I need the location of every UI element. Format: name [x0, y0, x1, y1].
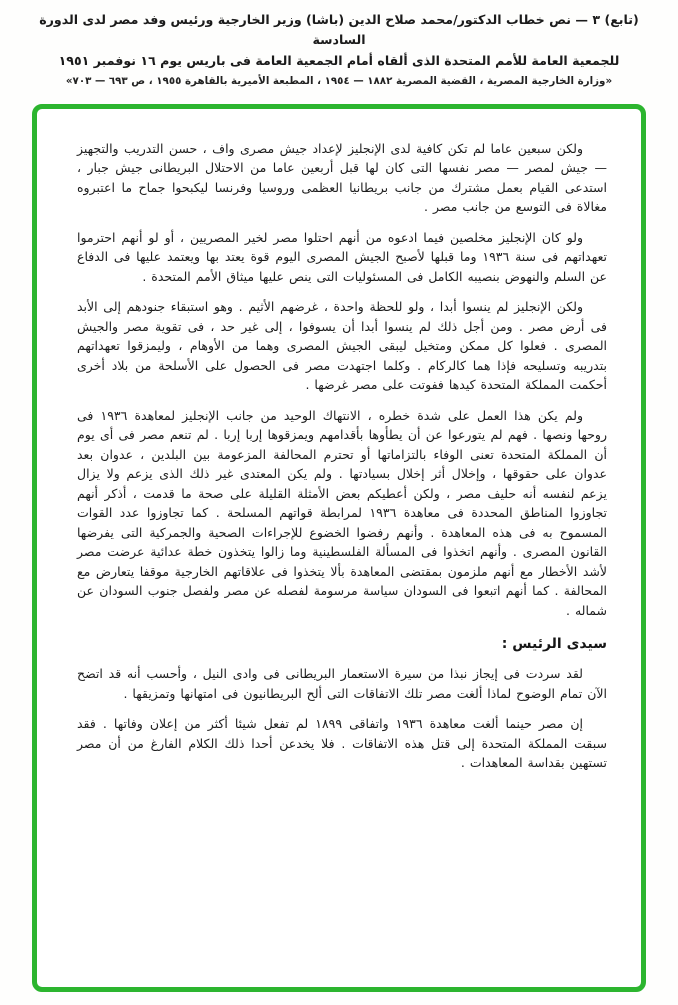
paragraph: ولكن سبعين عاما لم تكن كافية لدى الإنجليز لإعداد جيش مصرى واف ، حسن التدريب والتجهيز — جيش لمصر — مصر نفسها التى كان لها قبل أربعين عاما من الاحتلال البريطانى جيش جبار ، استدعى القيام بعمل مشترك من جانب بريطانيا العظمى وروسيا وفرنسا ليكبحوا جماح ما اعتبروه مغالاة فى التوسع من جانب مصر .	[77, 140, 607, 215]
paragraph: ولم يكن هذا العمل على شدة خطره ، الانتهاك الوحيد من جانب الإنجليز لمعاهدة ١٩٣٦ فى روحها ونصها . فهم لم يتورعوا عن أن يطأوها بأقدامهم ويمزقوها إربا إربا . لم تنعم مصر فى أى يوم أن المملكة المتحدة تعنى الوفاء بالتزاماتها أو تحترم المحالفة المزعومة بين البلدين ، عدوان بعد عدوان على حقوقها ، وإخلال أثر إخلال بسيادتها . ولم يكن المعتدى غير ذلك الذى يزعم ولا يزال يزعم لنفسه أنه حليف مصر ، ولكن أعطيكم بعض الأمثلة القليلة على صحة ما قدمت ، أذكر أنهم تجاوزوا المناطق المحددة فى معاهدة ١٩٣٦ لمرابطة قواتهم المسلحة . كما تجاوزوا عدد القوات المسموح به فى هذه المعاهدة . وأنهم رفضوا الخضوع للإجراءات الصحية والجمركية التى يفرضها القانون المصرى . وأنهم اتخذوا فى المسألة الفلسطينية وما زالوا يتخذون خطة عدائية عرضت مصر لأشد الأخطار مع أنهم ملزمون بمقتضى المعاهدة بألا يتخذوا فى علاقاتهم الخارجية موقفا يتعارض مع المحالفة . كما أنهم اتبعوا فى السودان سياسة مرسومة لفصله عن مصر ولفصل جنوب السودان عن شماله .	[77, 407, 607, 618]
subheading-mr-president: سيدى الرئيس :	[501, 636, 607, 653]
paragraph: لقد سردت فى إيجاز نبذا من سيرة الاستعمار البريطانى فى وادى النيل ، وأحسب أنه قد اتضح الآن تمام الوضوح لماذا ألغت مصر تلك الاتفاقات التى ألح البريطانيون فى امتهانها وتمزيقها .	[77, 666, 607, 701]
paragraph: إن مصر حينما ألغت معاهدة ١٩٣٦ واتفاقى ١٨٩٩ لم تفعل شيئا أكثر من إعلان وفاتها . فقد سبقت المملكة المتحدة إلى قتل هذه الاتفاقات . فلا يخدعن أحدا ذلك الكلام الفارغ من أن مصر تستهين بقداسة المعاهدات .	[77, 716, 607, 771]
document-header	[0, 10, 678, 90]
paragraph: ولكن الإنجليز لم ينسوا أبدا ، ولو للحظة واحدة ، غرضهم الأثيم . وهو استبقاء جنودهم إلى الأبد فى أرض مصر . ومن أجل ذلك لم ينسوا أبدا أن يسوفوا ، إلى غير حد ، فى تقوية مصر والجيش المصرى . فعلوا كل ممكن ومتخيل ليبقى الجيش المصرى وهما من الأوهام ، وليمزقوا تعهداتهم بتدريبه وتسليحه فإذا هما كالركام . وكلما اجتهدت مصر فى الحصول على الأسلحة من بلاد أخرى أحكمت المملكة المتحدة كيدها ففوتت على مصر غرضها .	[77, 299, 607, 393]
header-title-line-1: (تابع) ٣ — نص خطاب الدكتور/محمد صلاح الدين (باشا) وزير الخارجية ورئيس وفد مصر لدى الدورة السادسة	[39, 12, 639, 48]
document-body-frame	[32, 104, 646, 992]
header-citation-line: «وزارة الخارجية المصرية ، القضية المصرية ١٨٨٢ — ١٩٥٤ ، المطبعة الأميرية بالقاهرة ١٩٥٥ ، ص ٦٩٣ — ٧٠٣»	[65, 75, 613, 88]
paragraph: ولو كان الإنجليز مخلصين فيما ادعوه من أنهم احتلوا مصر لخير المصريين ، أو لو أنهم احترموا تعهداتهم فى سنة ١٩٣٦ وما قبلها لأصبح الجيش المصرى اليوم قوة يعتد بها ويعتمد عليها فى الدفاع عن السلم والنهوض بنصيبه الكامل فى المسئوليات التى ينص عليها ميثاق الأمم المتحدة .	[77, 229, 607, 284]
header-title-line-2: للجمعية العامة للأمم المتحدة الذى ألقاه أمام الجمعية العامة فى باريس يوم ١٦ نوفمبر ١٩٥١	[58, 52, 620, 68]
